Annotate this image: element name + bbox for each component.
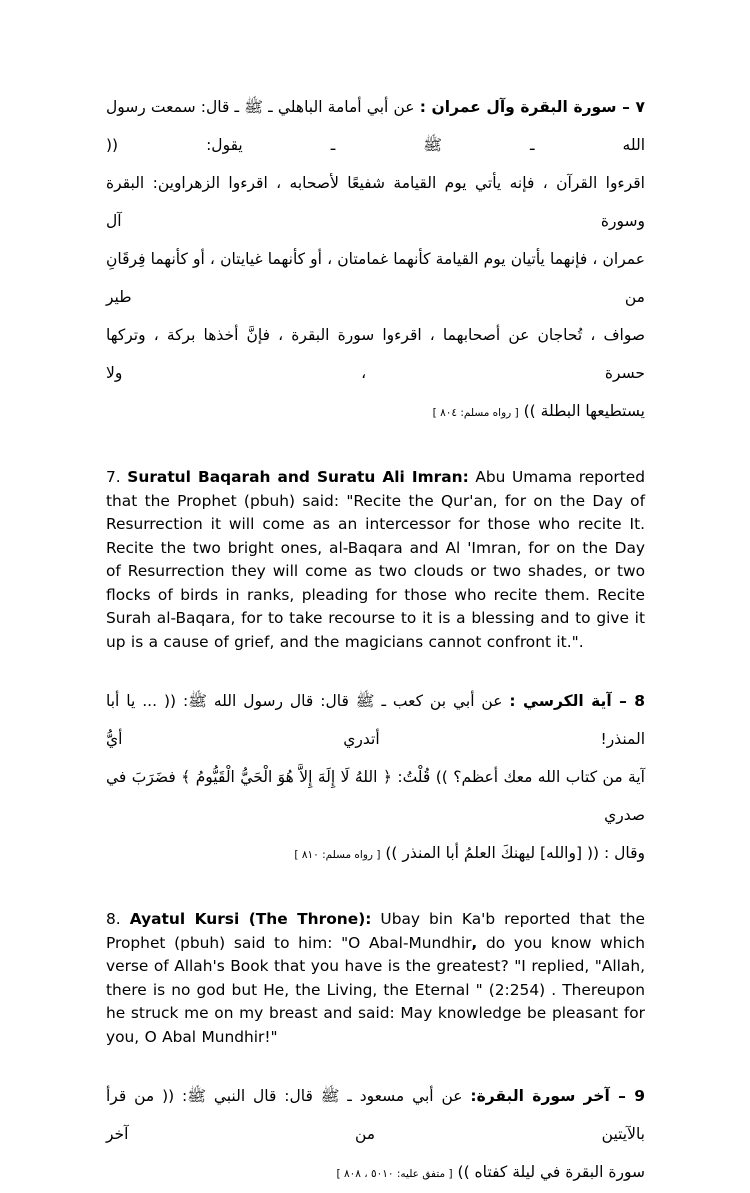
arabic-hadith-7: [106, 0, 645, 432]
arabic-hadith-8-line-3-text: وقال : (( [والله] ليهنكَ العلمُ أبا المنذر )): [385, 844, 645, 862]
arabic-hadith-9-line-2-text: سورة البقرة في ليلة كفتاه )): [457, 1163, 645, 1181]
english-7-number: 7.: [106, 468, 121, 486]
arabic-hadith-7-line-4: صواف ، تُحاجان عن أصحابهما ، اقرءوا سورة البقرة ، فإنَّ أخذها بركة ، وتركها حسرة ، ولا: [106, 326, 645, 382]
spacer-english-7-to-arabic-8: [106, 654, 645, 682]
spacer-english-8-to-arabic-9: [106, 1049, 645, 1077]
english-translation-8: [106, 908, 645, 1049]
arabic-hadith-7-line-5-text: يستطيعها البطلة )): [523, 402, 645, 420]
page-content-column: [106, 0, 645, 1193]
arabic-hadith-8-line-1: [106, 682, 645, 758]
arabic-hadith-8-heading: 8 – آية الكرسي :: [509, 692, 646, 710]
english-8-bold-comma: ,: [471, 933, 478, 952]
english-8-body-part1: Ubay bin Ka'b reported that the Prophet (pbuh) said to him: "O Abal-Mundhir: [106, 910, 645, 952]
arabic-hadith-8-line-2: آية من كتاب الله معك أعظم؟ )) قُلْتُ: ﴿ اللهُ لَا إِلَهَ إِلاَّ هُوَ الْحَيُّ الْقَيُّومُ ﴾ فضَرَبَ في صدري: [106, 768, 645, 824]
arabic-hadith-7-isnad: عن أبي أمامة الباهلي ـ ﷺ ـ قال: سمعت رسول الله ـ ﷺ ـ يقول: ((: [106, 98, 645, 154]
arabic-hadith-7-citation: [ رواه مسلم: ٨٠٤ ]: [432, 407, 519, 419]
english-translation-7: [106, 466, 645, 654]
spacer-arabic-7-to-english-7: [106, 432, 645, 466]
arabic-hadith-9-line-2: [106, 1153, 645, 1193]
arabic-hadith-7-line-3: عمران ، فإنهما يأتيان يوم القيامة كأنهما غمامتان ، أو كأنهما غيايتان ، أو كأنهما فِرقَانِ من طير: [106, 250, 645, 306]
arabic-hadith-7-line-2: اقرءوا القرآن ، فإنه يأتي يوم القيامة شفيعًا لأصحابه ، اقرءوا الزهراوين: البقرة وسورة آل: [106, 174, 645, 230]
english-8-title: Ayatul Kursi (The Throne):: [129, 910, 372, 928]
arabic-hadith-7-line-1: [106, 88, 645, 164]
arabic-hadith-9-heading: 9 – آخر سورة البقرة:: [470, 1087, 645, 1105]
arabic-hadith-7-heading: ٧ – سورة البقرة وآل عمران :: [419, 98, 645, 116]
arabic-hadith-8-citation: [ رواه مسلم: ٨١٠ ]: [294, 849, 381, 861]
arabic-hadith-8: [106, 682, 645, 874]
english-7-body: Abu Umama reported that the Prophet (pbuh) said: "Recite the Qur'an, for on the Day of Resurrection it will come as an intercessor for those who recite It. Recite the two bright ones, al-Baqara and Al 'Imran, for on the Day of Resurrection they will come as two clouds or two shades, or two flocks of birds in ranks, pleading for those who recite them. Recite Surah al-Baqara, for to take recourse to it is a blessing and to give it up is a cause of grief, and the magicians cannot confront it.".: [106, 468, 645, 651]
arabic-hadith-9-line-1: [106, 1077, 645, 1153]
arabic-hadith-7-line-5: [106, 392, 645, 432]
arabic-hadith-8-line-3: [106, 834, 645, 874]
arabic-hadith-9: [106, 1077, 645, 1193]
english-8-body-part2: do you know which verse of Allah's Book that you have is the greatest? "I replied, "Allah, there is no god but He, the Living, the Eternal " (2:254) . Thereupon he struck me on my breast and said: May knowledge be pleasant for you, O Abal Mundhir!": [106, 933, 645, 1046]
english-7-title: Suratul Baqarah and Suratu Ali Imran:: [127, 468, 469, 486]
english-8-number: 8.: [106, 910, 121, 928]
arabic-hadith-8-isnad: عن أبي بن كعب ـ ﷺ قال: قال رسول الله ﷺ: (( ... يا أبا المنذر! أتدري أيُّ: [106, 692, 645, 748]
arabic-hadith-9-isnad: عن أبي مسعود ـ ﷺ قال: قال النبي ﷺ: (( من قرأ بالآيتين من آخر: [106, 1087, 645, 1143]
spacer-arabic-8-to-english-8: [106, 874, 645, 908]
arabic-hadith-9-citation: [ متفق عليه: ٥٠١٠ ، ٨٠٨ ]: [336, 1168, 453, 1180]
